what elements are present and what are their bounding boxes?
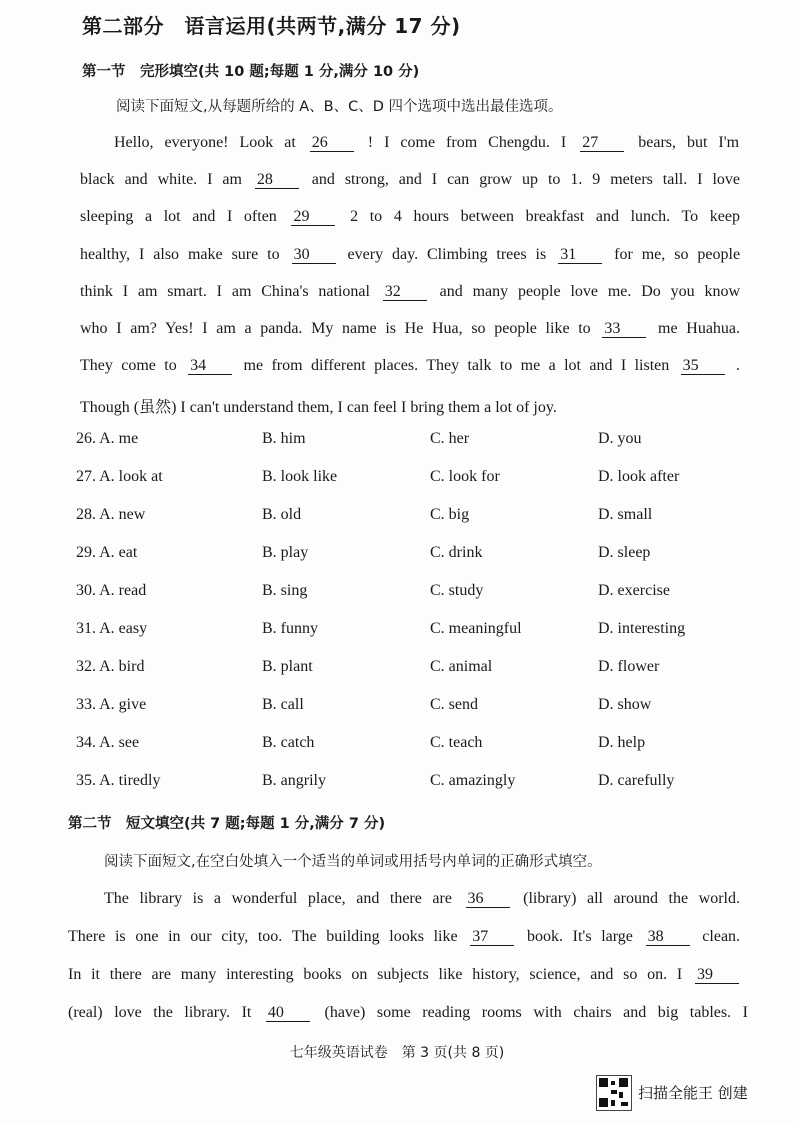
passage-line <box>80 283 740 301</box>
option-c: C. study <box>430 582 484 599</box>
option-b: B. him <box>262 430 306 447</box>
option-c: C. her <box>430 430 470 447</box>
part-title: 第二部分 语言运用(共两节,满分 17 分) <box>82 14 461 38</box>
passage-text: black and white. I am <box>80 171 242 188</box>
option-a: 28. A. new <box>76 506 146 523</box>
option-a: 35. A. tiredly <box>76 772 161 789</box>
section1-title: 第一节 完形填空(共 10 题;每题 1 分,满分 10 分) <box>82 64 420 80</box>
passage-line <box>80 394 680 417</box>
passage-text: There is one in our city, too. The building looks like <box>68 928 458 945</box>
option-b: B. call <box>262 696 304 713</box>
passage-line <box>80 357 740 375</box>
section2-instruction: 阅读下面短文,在空白处填入一个适当的单词或用括号内单词的正确形式填空。 <box>104 854 602 870</box>
passage-text: healthy, I also make sure to <box>80 246 280 263</box>
option-a: 30. A. read <box>76 582 147 599</box>
answer-blank: 40 <box>266 1005 310 1022</box>
option-d: D. help <box>598 734 646 751</box>
option-b: B. funny <box>262 620 318 637</box>
page-footer: 七年级英语试卷 第 3 页(共 8 页) <box>289 1045 505 1061</box>
answer-blank: 35 <box>681 358 725 375</box>
passage-text: me from different places. They talk to me a lot and I listen <box>243 357 670 374</box>
option-d: D. show <box>598 696 652 713</box>
option-c: C. big <box>430 506 470 523</box>
option-c: C. amazingly <box>430 772 516 789</box>
passage-text: Hello, everyone! Look at <box>114 134 296 151</box>
answer-blank: 34 <box>188 358 232 375</box>
option-d: D. interesting <box>598 620 686 637</box>
option-a: 27. A. look at <box>76 468 163 485</box>
option-b: B. play <box>262 544 309 561</box>
option-c: C. look for <box>430 468 500 485</box>
answer-blank: 38 <box>646 929 690 946</box>
passage-text: . <box>736 357 741 374</box>
option-row <box>0 468 794 490</box>
passage-line <box>80 208 740 226</box>
passage-line <box>68 966 742 984</box>
option-d: D. carefully <box>598 772 675 789</box>
watermark-text: 扫描全能王 创建 <box>638 1084 748 1102</box>
option-d: D. flower <box>598 658 660 675</box>
passage-text: The library is a wonderful place, and there are <box>104 890 452 907</box>
option-a: 34. A. see <box>76 734 140 751</box>
option-c: C. teach <box>430 734 483 751</box>
option-c: C. drink <box>430 544 483 561</box>
option-row <box>0 582 794 604</box>
passage-text: (real) love the library. It <box>68 1004 252 1021</box>
section2-title: 第二节 短文填空(共 7 题;每题 1 分,满分 7 分) <box>68 816 386 832</box>
passage-text: bears, but I'm <box>638 134 740 151</box>
option-row <box>0 696 794 718</box>
option-d: D. you <box>598 430 642 447</box>
passage-text: sleeping a lot and I often <box>80 208 277 225</box>
answer-blank: 31 <box>558 247 602 264</box>
option-row <box>0 506 794 528</box>
answer-blank: 36 <box>466 891 510 908</box>
option-d: D. look after <box>598 468 680 485</box>
passage-line <box>80 246 740 264</box>
passage-text: They come to <box>80 357 177 374</box>
answer-blank: 33 <box>602 321 646 338</box>
option-c: C. animal <box>430 658 493 675</box>
section1-instruction: 阅读下面短文,从每题所给的 A、B、C、D 四个选项中选出最佳选项。 <box>116 99 563 115</box>
passage-line <box>80 171 740 189</box>
passage-text: and strong, and I can grow up to 1. 9 meters tall. I love <box>311 171 740 188</box>
option-c: C. meaningful <box>430 620 522 637</box>
option-a: 26. A. me <box>76 430 139 447</box>
option-a: 33. A. give <box>76 696 147 713</box>
passage-line <box>68 928 740 946</box>
option-row <box>0 544 794 566</box>
answer-blank: 27 <box>580 135 624 152</box>
option-d: D. small <box>598 506 653 523</box>
option-b: B. catch <box>262 734 315 751</box>
passage-text: (library) all around the world. <box>523 890 741 907</box>
answer-blank: 37 <box>470 929 514 946</box>
answer-blank: 29 <box>291 209 335 226</box>
passage-text: who I am? Yes! I am a panda. My name is He Hua, so people like to <box>80 320 591 337</box>
option-d: D. exercise <box>598 582 670 599</box>
passage-text: (have) some reading rooms with chairs and big tables. I <box>324 1004 748 1021</box>
passage-text: for me, so people <box>614 246 741 263</box>
passage-line <box>114 134 739 152</box>
answer-blank: 32 <box>383 284 427 301</box>
passage-text: think I am smart. I am China's national <box>80 283 370 300</box>
option-b: B. old <box>262 506 302 523</box>
passage-text: In it there are many interesting books on subjects like history, science, and so on. I <box>68 966 683 983</box>
option-row <box>0 772 794 794</box>
answer-blank: 30 <box>292 247 336 264</box>
passage-text: me Huahua. <box>658 320 741 337</box>
passage-text: Though (虽然) I can't understand them, I can feel I bring them a lot of joy. <box>80 399 557 416</box>
passage-text: book. It's large <box>526 928 633 945</box>
option-b: B. plant <box>262 658 313 675</box>
answer-blank: 39 <box>695 967 739 984</box>
option-a: 29. A. eat <box>76 544 138 561</box>
option-row <box>0 734 794 756</box>
passage-text: 2 to 4 hours between breakfast and lunch. To keep <box>350 208 740 225</box>
passage-line <box>104 890 740 908</box>
option-row <box>0 620 794 642</box>
passage-text: every day. Climbing trees is <box>347 246 547 263</box>
option-d: D. sleep <box>598 544 651 561</box>
option-b: B. sing <box>262 582 308 599</box>
passage-text: ! I come from Chengdu. I <box>367 134 567 151</box>
answer-blank: 28 <box>255 172 299 189</box>
option-c: C. send <box>430 696 478 713</box>
option-a: 32. A. bird <box>76 658 145 675</box>
option-b: B. angrily <box>262 772 326 789</box>
passage-line <box>80 320 740 338</box>
option-a: 31. A. easy <box>76 620 148 637</box>
passage-line <box>68 1004 748 1022</box>
qr-code-icon <box>596 1075 632 1111</box>
option-row <box>0 658 794 680</box>
passage-text: clean. <box>702 928 741 945</box>
option-row <box>0 430 794 452</box>
passage-text: and many people love me. Do you know <box>439 283 741 300</box>
option-b: B. look like <box>262 468 338 485</box>
answer-blank: 26 <box>310 135 354 152</box>
